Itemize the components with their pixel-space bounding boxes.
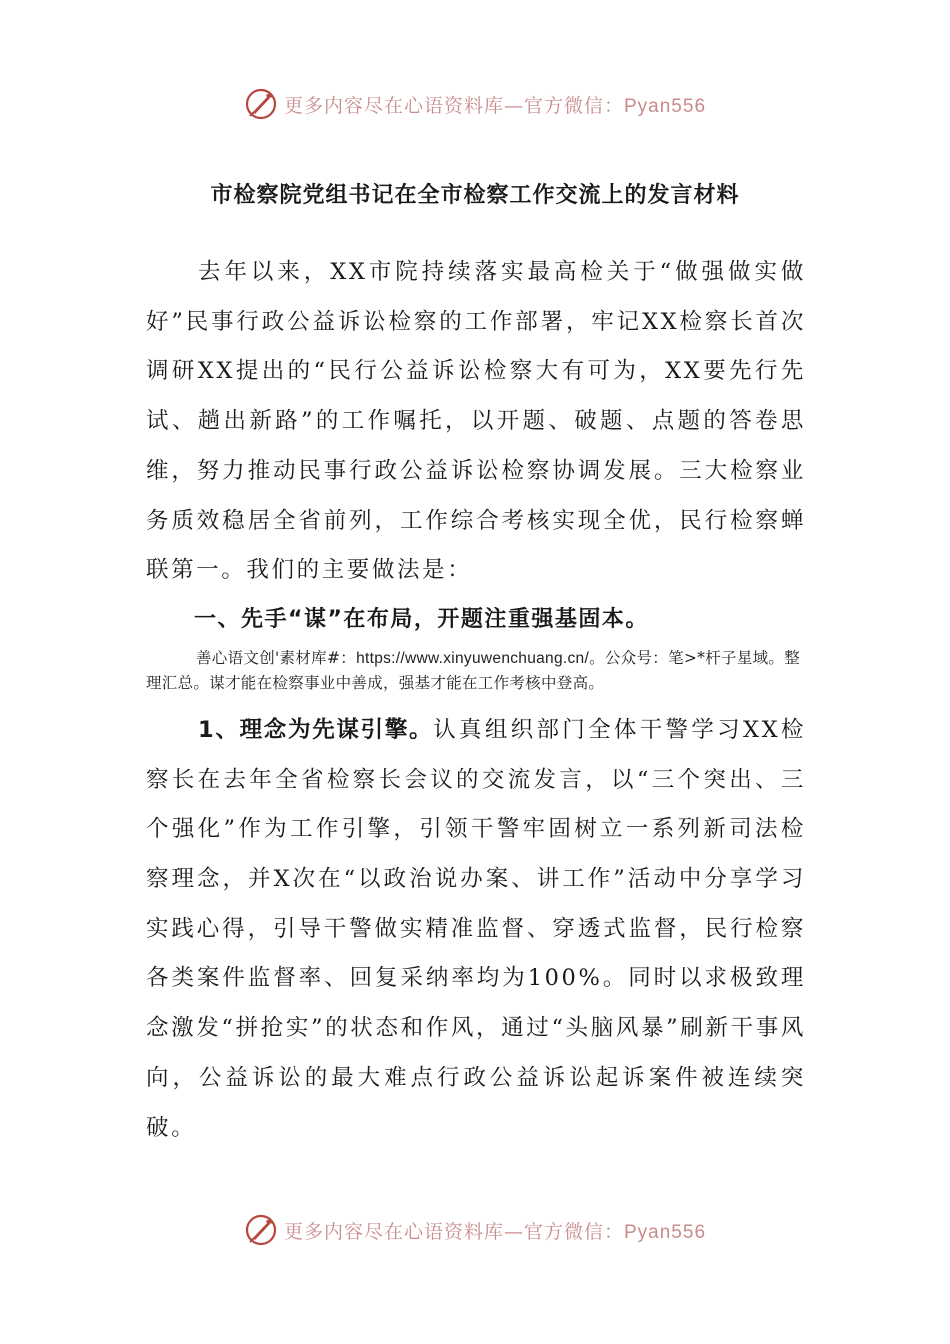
document-body bbox=[146, 248, 806, 1153]
watermark-text: 更多内容尽在心语资料库—官方微信：Pyan556 bbox=[283, 1220, 707, 1243]
section-heading-1: 一、先手“谋”在布局，开题注重强基固本。 bbox=[194, 606, 649, 632]
item-1-body: 认真组织部门全体干警学习XX检察长在去年全省检察长会议的交流发言，以“三个突出、三个强化”作为工作引擎，引领干警牢固树立一系列新司法检察理念，并X次在“以政治说办案、讲工作”活动中分享学习实践心得，引导干警做实精准监督、穿透式监督，民行检察各类案件监督率、回复采纳率均为100%。同时以求极致理念激发“拼抢实”的状态和作风，通过“头脑风暴”刷新干事风向，公益诉讼的最大难点行政公益诉讼起诉案件被连续突破。 bbox=[146, 716, 806, 1141]
quill-logo-icon bbox=[244, 1213, 278, 1247]
wechat-id: Pyan556 bbox=[624, 95, 707, 117]
quill-logo-icon bbox=[244, 87, 278, 121]
source-url: https://www.xinyuwenchuang.cn/ bbox=[356, 649, 590, 667]
watermark-text: 更多内容尽在心语资料库—官方微信：Pyan556 bbox=[283, 94, 707, 117]
source-note: 善心语文创'素材库#：https://www.xinyuwenchuang.cn/。公众号：笔>*杆子星域。整理汇总。谋才能在检察事业中善成，强基才能在工作考核中登高。 bbox=[146, 648, 801, 692]
footer-watermark bbox=[0, 1208, 950, 1252]
item-1-paragraph bbox=[146, 706, 806, 1153]
header-watermark bbox=[0, 82, 950, 126]
wechat-id: Pyan556 bbox=[624, 1221, 707, 1243]
document-title: 市检察院党组书记在全市检察工作交流上的发言材料 bbox=[210, 182, 740, 208]
intro-paragraph: 去年以来，XX市院持续落实最高检关于“做强做实做好”民事行政公益诉讼检察的工作部署，牢记XX检察长首次调研XX提出的“民行公益诉讼检察大有可为，XX要先行先试、趟出新路”的工作嘱托，以开题、破题、点题的答卷思维，努力推动民事行政公益诉讼检察协调发展。三大检察业务质效稳居全省前列，工作综合考核实现全优，民行检察蝉联第一。我们的主要做法是： bbox=[146, 259, 806, 584]
item-1-lead: 1、理念为先谋引擎。 bbox=[198, 716, 434, 743]
